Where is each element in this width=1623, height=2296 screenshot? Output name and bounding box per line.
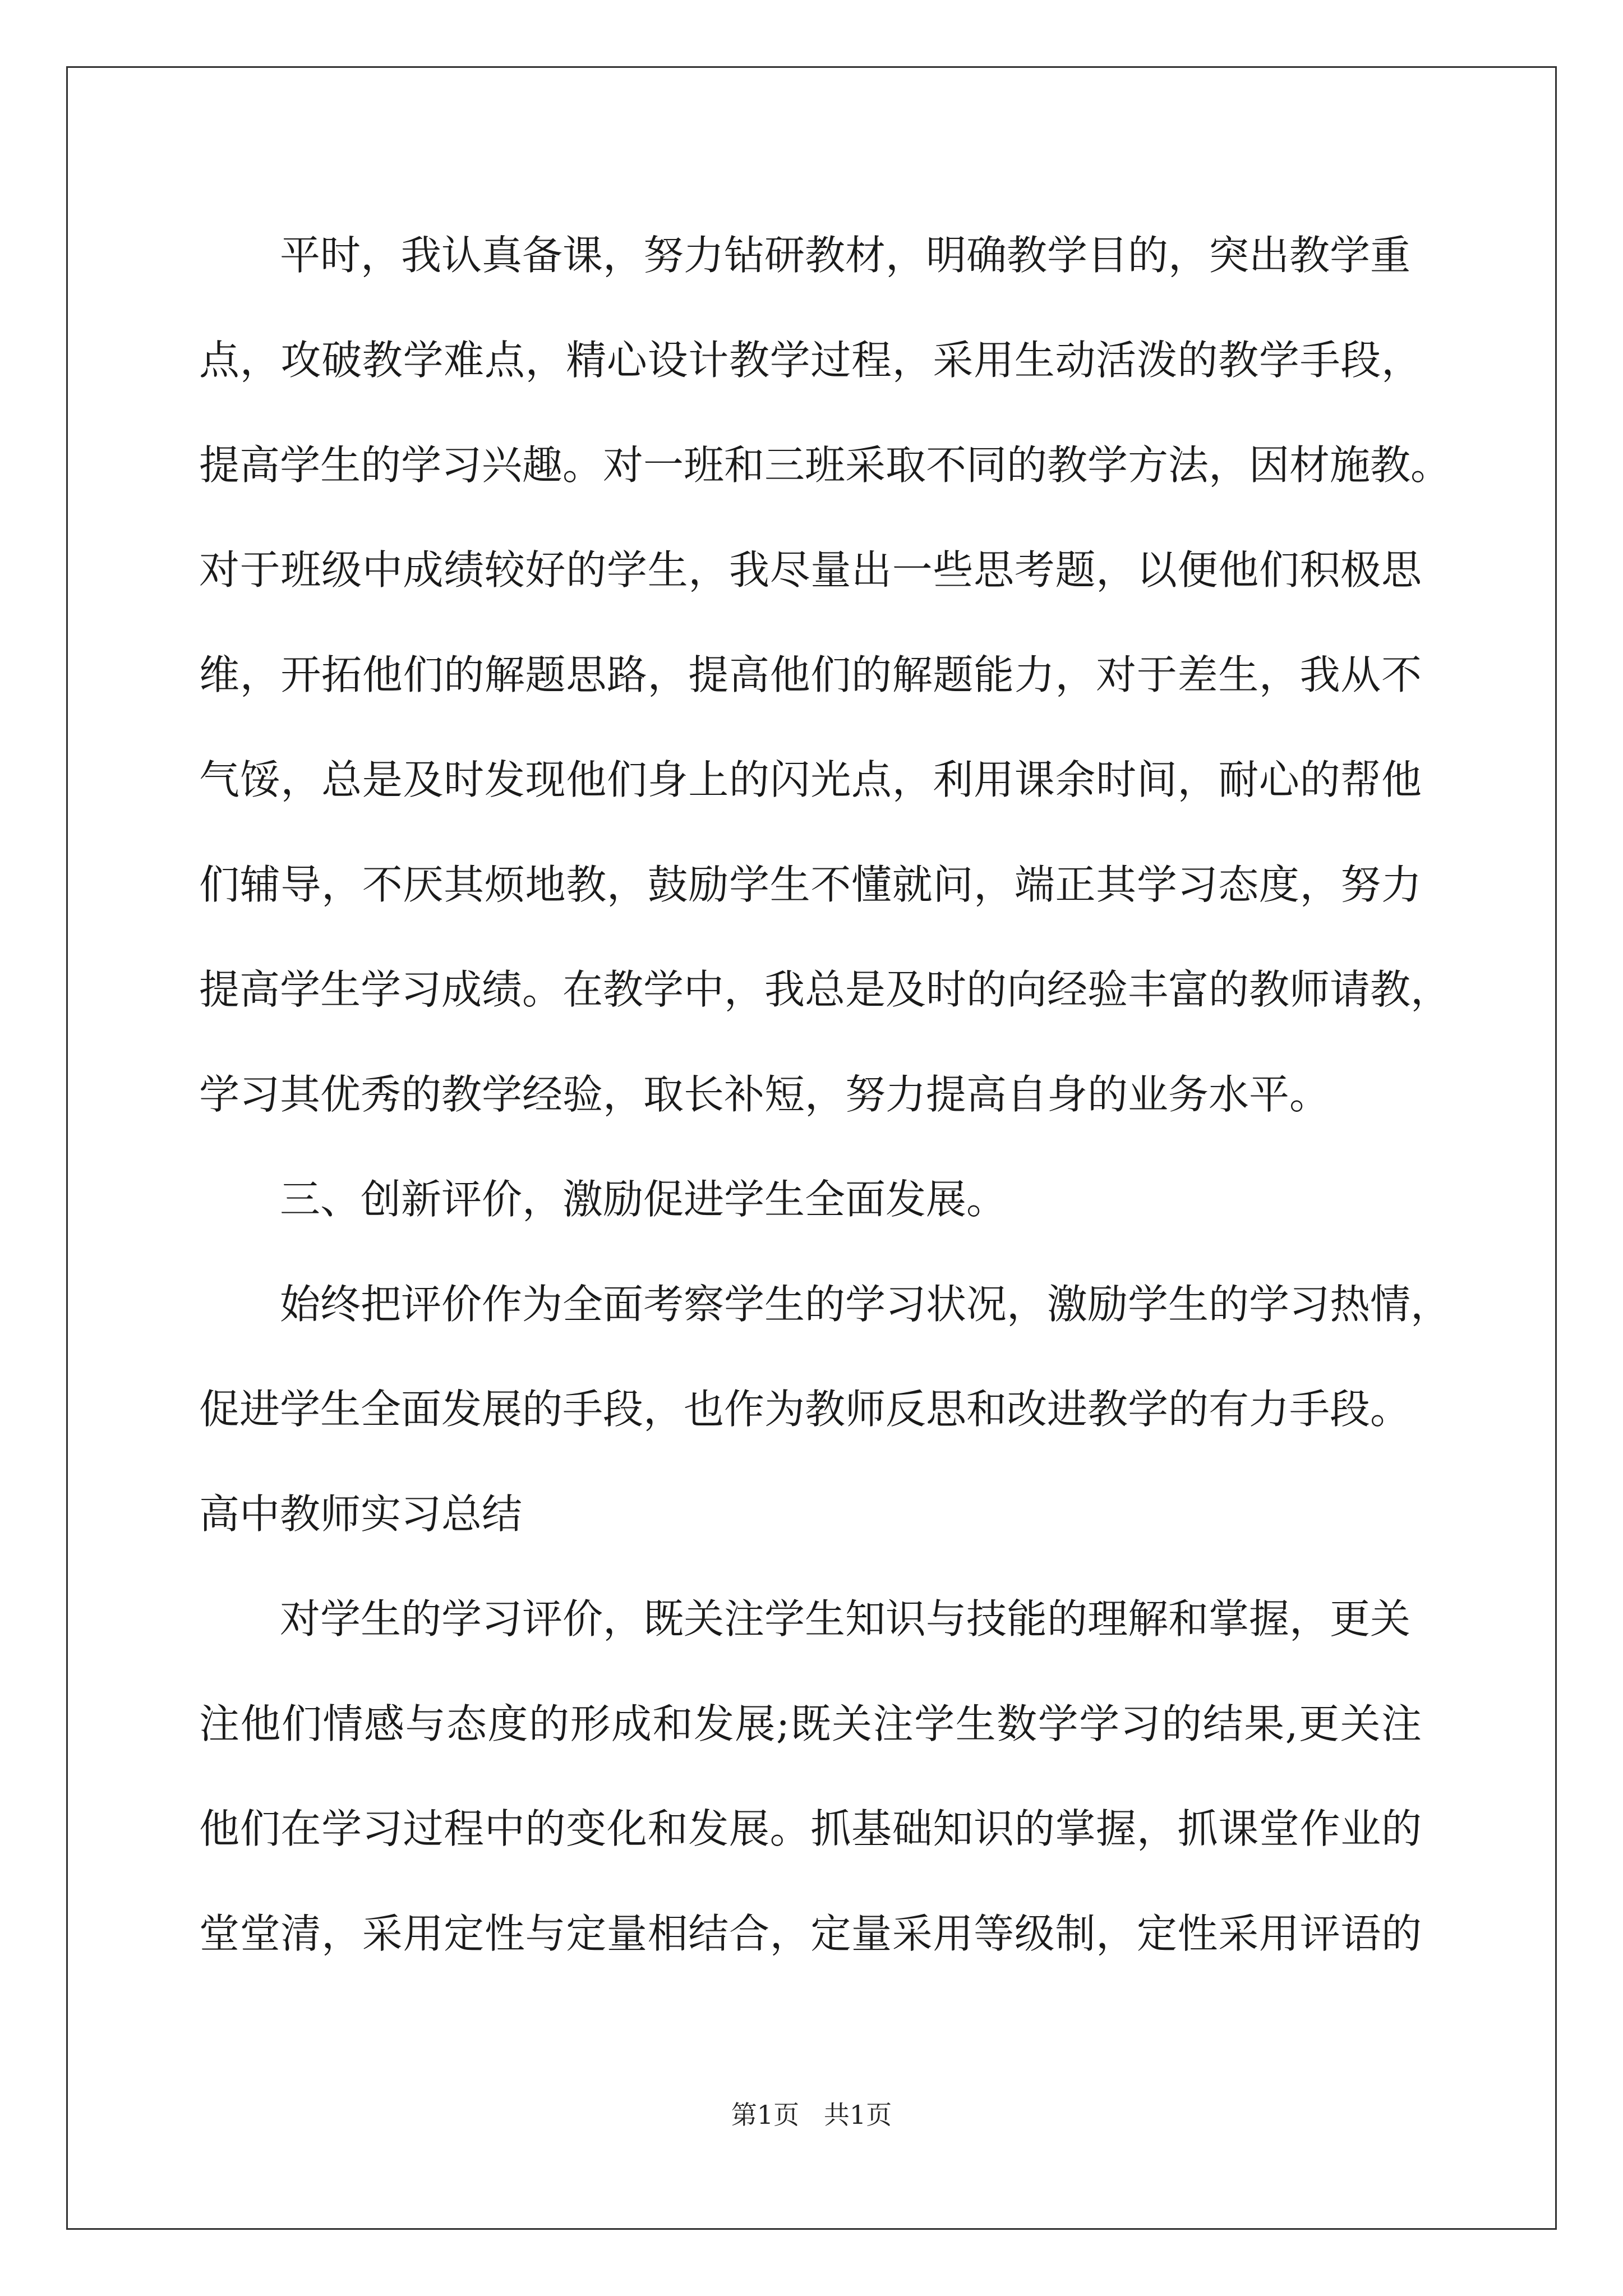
paragraph-line: 气馁，总是及时发现他们身上的闪光点，利用课余时间，耐心的帮他 <box>199 756 1422 803</box>
paragraph-line: 们辅导，不厌其烦地教，鼓励学生不懂就问，端正其学习态度，努力 <box>199 861 1422 908</box>
paragraph-line: 堂堂清，采用定性与定量相结合，定量采用等级制，定性采用评语的 <box>199 1910 1422 1957</box>
page-number-label: 第1页 共1页 <box>731 2100 892 2130</box>
paragraph-line: 注他们情感与态度的形成和发展;既关注学生数学学习的结果,更关注 <box>199 1700 1422 1747</box>
paragraph-line: 维，开拓他们的解题思路，提高他们的解题能力，对于差生，我从不 <box>199 651 1422 698</box>
document-title: 高中教师实习总结 <box>199 1490 523 1538</box>
page-footer <box>0 2098 1623 2132</box>
paragraph-line: 提高学生的学习兴趣。对一班和三班采取不同的教学方法，因材施教。 <box>199 441 1451 489</box>
paragraph-line: 提高学生学习成绩。在教学中，我总是及时的向经验丰富的教师请教， <box>199 966 1451 1013</box>
paragraph-line: 他们在学习过程中的变化和发展。抓基础知识的掌握，抓课堂作业的 <box>199 1805 1422 1852</box>
paragraph-line: 对学生的学习评价，既关注学生知识与技能的理解和掌握，更关 <box>280 1595 1411 1642</box>
paragraph-line: 始终把评价作为全面考察学生的学习状况，激励学生的学习热情， <box>280 1281 1451 1328</box>
paragraph-line: 点，攻破教学难点，精心设计教学过程，采用生动活泼的教学手段， <box>199 337 1422 384</box>
paragraph-line: 促进学生全面发展的手段，也作为教师反思和改进教学的有力手段。 <box>199 1386 1411 1433</box>
paragraph-line: 对于班级中成绩较好的学生，我尽量出一些思考题，以便他们积极思 <box>199 546 1422 593</box>
section-heading: 三、创新评价，激励促进学生全面发展。 <box>280 1176 1007 1223</box>
paragraph-line: 学习其优秀的教学经验，取长补短，努力提高自身的业务水平。 <box>199 1071 1330 1118</box>
paragraph-line: 平时，我认真备课，努力钻研教材，明确教学目的，突出教学重 <box>280 232 1411 279</box>
